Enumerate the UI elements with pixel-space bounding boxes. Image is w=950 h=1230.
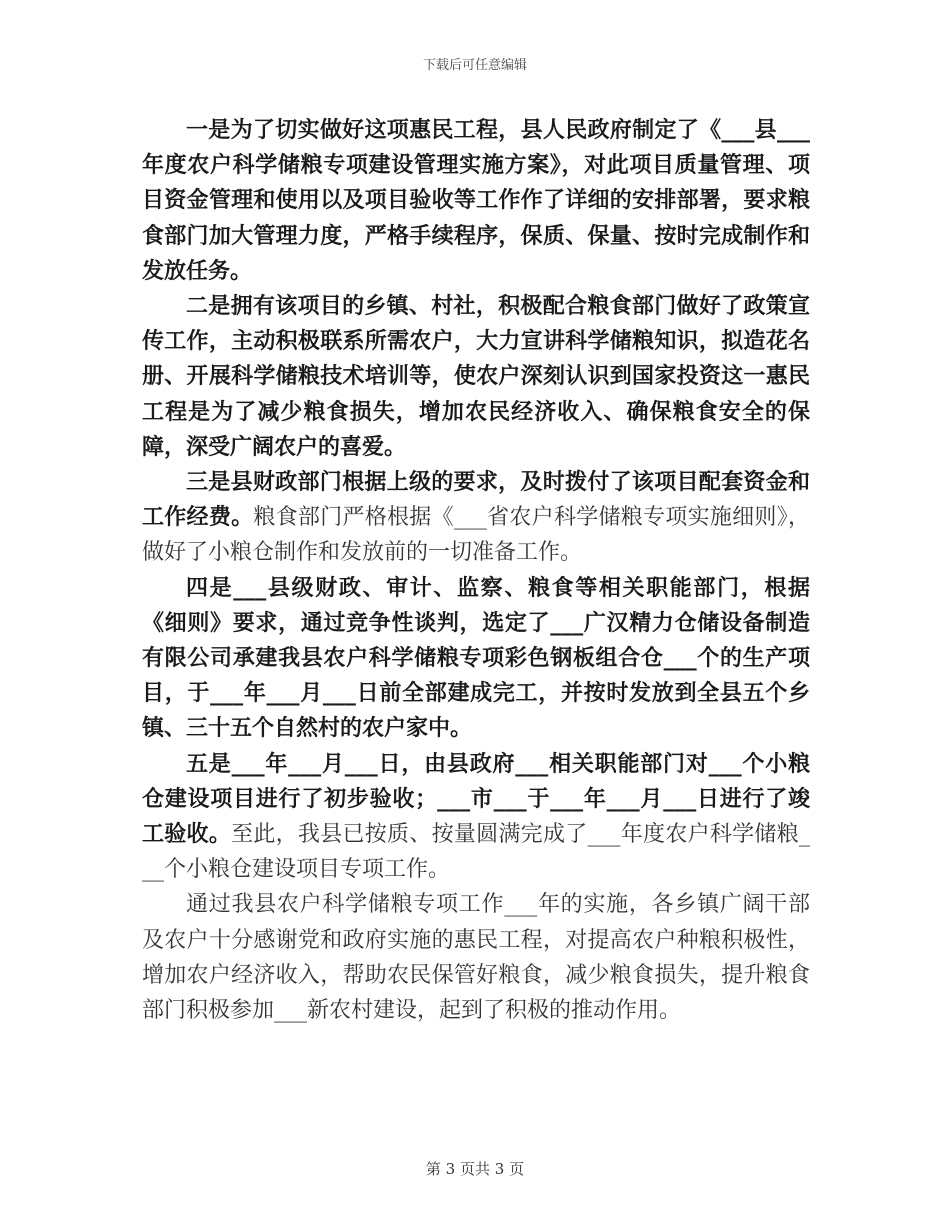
paragraph-6 <box>142 887 810 1028</box>
paragraph-5-normal-text: 至此，我县已按质、按量圆满完成了___年度农户科学储粮___个小粮仓建设项目专项工作。 <box>142 822 810 883</box>
paragraph-3-bold-text: 三是县财政部门根据上级的要求，及时拨付了该项目配套资金和工作经费。 <box>142 469 810 531</box>
paragraph-1-bold-text: 一是为了切实做好这项惠民工程，县人民政府制定了《___县___年度农户科学储粮专项建设管理实施方案》，对此项目质量管理、项目资金管理和使用以及项目验收等工作作了详细的安排部署，要求粮食部门加大管理力度，严格手续程序，保质、保量、按时完成制作和发放任务。 <box>142 117 810 284</box>
document-body <box>142 113 810 1028</box>
page-header: 下载后可任意编辑 <box>422 58 527 73</box>
paragraph-3-normal-text: 粮食部门严格根据《___省农户科学储粮专项实施细则》，做好了小粮仓制作和发放前的一切准备工作。 <box>142 505 810 566</box>
paragraph-2-bold-text: 二是拥有该项目的乡镇、村社，积极配合粮食部门做好了政策宣传工作，主动积极联系所需农户，大力宣讲科学储粮知识，拟造花名册、开展科学储粮技术培训等，使农户深刻认识到国家投资这一惠民工程是为了减少粮食损失，增加农民经济收入、确保粮食安全的保障，深受广阔农户的喜爱。 <box>142 293 810 460</box>
paragraph-5 <box>142 747 810 888</box>
paragraph-3 <box>142 465 810 571</box>
paragraph-4 <box>142 571 810 747</box>
page-footer: 第 3 页共 3 页 <box>425 1160 525 1178</box>
paragraph-4-bold-text: 四是___县级财政、审计、监察、粮食等相关职能部门，根据《细则》要求，通过竞争性谈判，选定了___广汉精力仓储设备制造有限公司承建我县农户科学储粮专项彩色钢板组合仓___个的生产项目，于___年___月___日前全部建成完工，并按时发放到全县五个乡镇、三十五个自然村的农户家中。 <box>142 574 810 742</box>
paragraph-5-bold-text: 五是___年___月___日，由县政府___相关职能部门对___个小粮仓建设项目进行了初步验收；___市___于___年___月___日进行了竣工验收。 <box>142 750 810 848</box>
paragraph-6-normal-text: 通过我县农户科学储粮专项工作___年的实施，各乡镇广阔干部及农户十分感谢党和政府实施的惠民工程，对提高农户种粮积极性，增加农户经济收入，帮助农民保管好粮食，减少粮食损失，提升粮食部门积极参加___新农村建设，起到了积极的推动作用。 <box>142 892 810 1024</box>
paragraph-1 <box>142 113 810 289</box>
paragraph-2 <box>142 289 810 465</box>
